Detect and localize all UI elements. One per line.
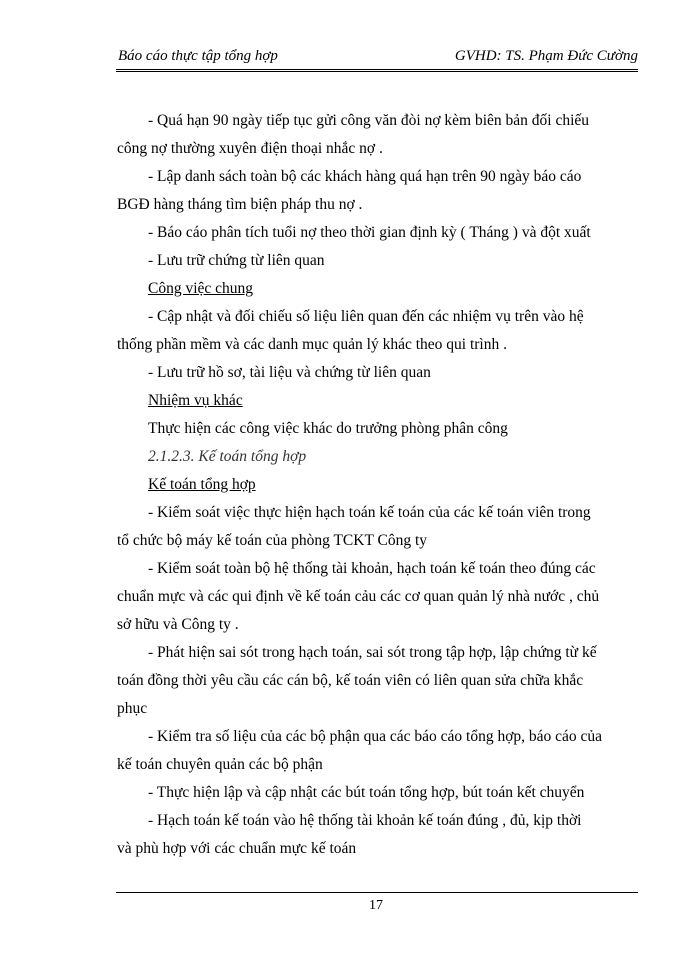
paragraph-line: sở hữu và Công ty . (117, 616, 239, 633)
paragraph-line: công nợ thường xuyên điện thoại nhắc nợ . (117, 140, 383, 157)
paragraph-line: Kế toán tổng hợp (148, 476, 256, 493)
paragraph-line: kế toán chuyên quản các bộ phận (117, 756, 323, 773)
paragraph-line: và phù hợp với các chuẩn mực kế toán (117, 840, 357, 857)
paragraph-line: 2.1.2.3. Kế toán tổng hợp (148, 448, 307, 465)
page-header (118, 48, 638, 68)
footer-rule (116, 892, 638, 893)
paragraph-line: - Lưu trữ hồ sơ, tài liệu và chứng từ liên quan (148, 364, 431, 381)
paragraph-line: - Lưu trữ chứng từ liên quan (148, 252, 325, 269)
paragraph-line: thống phần mềm và các danh mục quản lý khác theo qui trình . (117, 336, 507, 353)
paragraph-line: - Thực hiện lập và cập nhật các bút toán tổng hợp, bút toán kết chuyển (148, 784, 585, 801)
paragraph-line: - Kiểm soát việc thực hiện hạch toán kế toán của các kế toán viên trong (148, 504, 591, 521)
paragraph-line: - Lập danh sách toàn bộ các khách hàng quá hạn trên 90 ngày báo cáo (148, 168, 582, 185)
paragraph-line: - Cập nhật và đối chiếu số liệu liên quan đến các nhiệm vụ trên vào hệ (148, 308, 584, 325)
paragraph-line: phục (117, 700, 148, 717)
paragraph-line: BGĐ hàng tháng tìm biện pháp thu nợ . (117, 196, 363, 213)
page-body (117, 107, 636, 863)
paragraph-line: toán đồng thời yêu cầu các cán bộ, kế toán viên có liên quan sửa chữa khắc (117, 672, 584, 689)
header-supervisor: GVHD: TS. Phạm Đức Cường (454, 48, 638, 64)
paragraph-line: chuẩn mực và các qui định về kế toán cảu các cơ quan quản lý nhà nước , chủ (117, 588, 600, 605)
header-title: Báo cáo thực tập tổng hợp (118, 48, 278, 64)
page-number: 17 (369, 898, 383, 913)
header-rule (116, 69, 638, 72)
paragraph-line: Nhiệm vụ khác (148, 392, 243, 409)
paragraph-line: - Báo cáo phân tích tuổi nợ theo thời gian định kỳ ( Tháng ) và đột xuất (148, 224, 591, 241)
paragraph-line: - Quá hạn 90 ngày tiếp tục gửi công văn đòi nợ kèm biên bản đối chiếu (148, 112, 590, 129)
paragraph-line: tổ chức bộ máy kế toán của phòng TCKT Công ty (117, 532, 428, 549)
paragraph-line: Công việc chung (148, 280, 254, 297)
paragraph-line: - Phát hiện sai sót trong hạch toán, sai sót trong tập hợp, lập chứng từ kế (148, 644, 597, 661)
paragraph-line: - Hạch toán kế toán vào hệ thống tài khoản kế toán đúng , đủ, kịp thời (148, 812, 582, 829)
paragraph-line: - Kiểm tra số liệu của các bộ phận qua các báo cáo tổng hợp, báo cáo của (148, 728, 603, 745)
paragraph-line: Thực hiện các công việc khác do trưởng phòng phân công (148, 420, 508, 437)
paragraph-line: - Kiểm soát toàn bộ hệ thống tài khoản, hạch toán kế toán theo đúng các (148, 560, 596, 577)
